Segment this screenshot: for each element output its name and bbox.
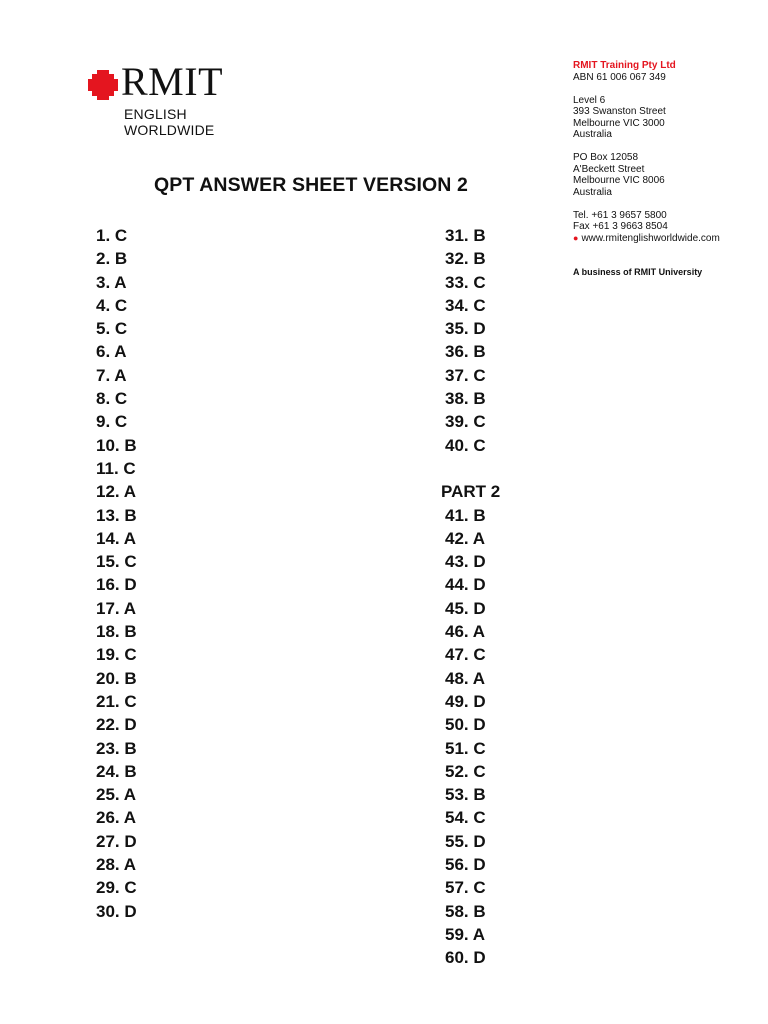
fax-number: Fax +61 3 9663 8504 xyxy=(573,221,668,232)
answer-item: 39. C xyxy=(445,412,486,432)
answer-item: 21. C xyxy=(96,691,137,711)
answers-left-column xyxy=(96,224,137,923)
bullet-icon: ● xyxy=(573,232,579,243)
answer-item: 57. C xyxy=(445,878,486,898)
street-address-line: 393 Swanston Street xyxy=(573,106,666,117)
answer-item: 7. A xyxy=(96,365,127,385)
page-title: QPT ANSWER SHEET VERSION 2 xyxy=(154,174,468,196)
telephone-number: Tel. +61 3 9657 5800 xyxy=(573,209,667,221)
answer-item: 22. D xyxy=(96,715,137,735)
answer-item: 35. D xyxy=(445,319,486,339)
street-address-line: Australia xyxy=(573,129,612,140)
answer-item: 47. C xyxy=(445,645,486,665)
answer-item: 42. A xyxy=(445,528,486,548)
answer-item: 38. B xyxy=(445,389,486,409)
postal-address-line: Melbourne VIC 8006 xyxy=(573,175,665,186)
rmit-logo xyxy=(88,59,258,140)
answer-item: 60. D xyxy=(445,948,486,968)
answer-item: 58. B xyxy=(445,901,486,921)
postal-address-line: Australia xyxy=(573,186,612,198)
part-2-heading: PART 2 xyxy=(441,482,501,502)
answer-item: 2. B xyxy=(96,249,128,269)
answer-item: 24. B xyxy=(96,761,137,781)
answer-item: 10. B xyxy=(96,435,137,455)
answer-item: 41. B xyxy=(445,505,486,525)
answers-right-column xyxy=(441,224,501,970)
answer-item: 40. C xyxy=(445,435,486,455)
answer-item: 53. B xyxy=(445,785,486,805)
answer-item: 26. A xyxy=(96,808,137,828)
answer-item: 34. C xyxy=(445,295,486,315)
answer-item: 36. B xyxy=(445,342,486,362)
answer-item: 54. C xyxy=(445,808,486,828)
answer-item: 55. D xyxy=(445,831,486,851)
answer-item: 6. A xyxy=(96,342,127,362)
answer-item: 11. C xyxy=(96,458,136,478)
business-tagline: A business of RMIT University xyxy=(573,267,703,277)
answer-item: 32. B xyxy=(445,249,486,269)
section-spacer xyxy=(445,457,500,480)
answer-item: 27. D xyxy=(96,831,137,851)
answer-item: 18. B xyxy=(96,622,137,642)
answer-item: 37. C xyxy=(445,365,486,385)
answer-item: 49. D xyxy=(445,691,486,711)
answer-item: 50. D xyxy=(445,715,486,735)
answer-item: 51. C xyxy=(445,738,486,758)
answer-item: 46. A xyxy=(445,622,486,642)
answer-item: 43. D xyxy=(445,552,486,572)
answer-item: 5. C xyxy=(96,319,128,339)
answer-item: 30. D xyxy=(96,901,137,921)
postal-address-line: PO Box 12058 xyxy=(573,152,639,163)
abn-number: ABN 61 006 067 349 xyxy=(573,71,666,83)
logo-subtitle-english: ENGLISH xyxy=(124,106,187,122)
street-address-line: Level 6 xyxy=(573,94,606,106)
answer-item: 16. D xyxy=(96,575,137,595)
answer-item: 3. A xyxy=(96,272,127,292)
answer-item: 23. B xyxy=(96,738,137,758)
answer-item: 17. A xyxy=(96,598,137,618)
street-address-line: Melbourne VIC 3000 xyxy=(573,117,665,129)
logo-wordmark: RMIT xyxy=(121,59,223,104)
rmit-pixel-mark-icon xyxy=(88,70,118,100)
answer-item: 44. D xyxy=(445,575,486,595)
answer-item: 29. C xyxy=(96,878,137,898)
answer-item: 56. D xyxy=(445,855,486,875)
answer-item: 45. D xyxy=(445,598,486,618)
answer-item: 1. C xyxy=(96,226,128,245)
answer-item: 15. C xyxy=(96,552,137,572)
website-link[interactable]: www.rmitenglishworldwide.com xyxy=(581,232,720,244)
answer-item: 28. A xyxy=(96,855,137,875)
answer-item: 20. B xyxy=(96,668,137,688)
contact-block xyxy=(573,60,763,279)
company-name: RMIT Training Pty Ltd xyxy=(573,60,676,71)
answer-item: 4. C xyxy=(96,295,128,315)
logo-subtitle-worldwide: WORLDWIDE xyxy=(124,122,215,138)
answer-item: 52. C xyxy=(445,761,486,781)
answer-item: 12. A xyxy=(96,482,137,502)
answer-item: 14. A xyxy=(96,528,137,548)
answer-item: 19. C xyxy=(96,645,137,665)
answer-item: 59. A xyxy=(445,924,486,944)
answer-item: 8. C xyxy=(96,389,128,409)
website-row xyxy=(573,233,763,245)
answer-item: 13. B xyxy=(96,505,137,525)
answer-item: 25. A xyxy=(96,785,137,805)
postal-address-line: A'Beckett Street xyxy=(573,163,645,175)
answer-item: 9. C xyxy=(96,412,128,432)
answer-item: 48. A xyxy=(445,668,486,688)
answer-item: 33. C xyxy=(445,272,486,292)
answer-item: 31. B xyxy=(445,226,486,245)
